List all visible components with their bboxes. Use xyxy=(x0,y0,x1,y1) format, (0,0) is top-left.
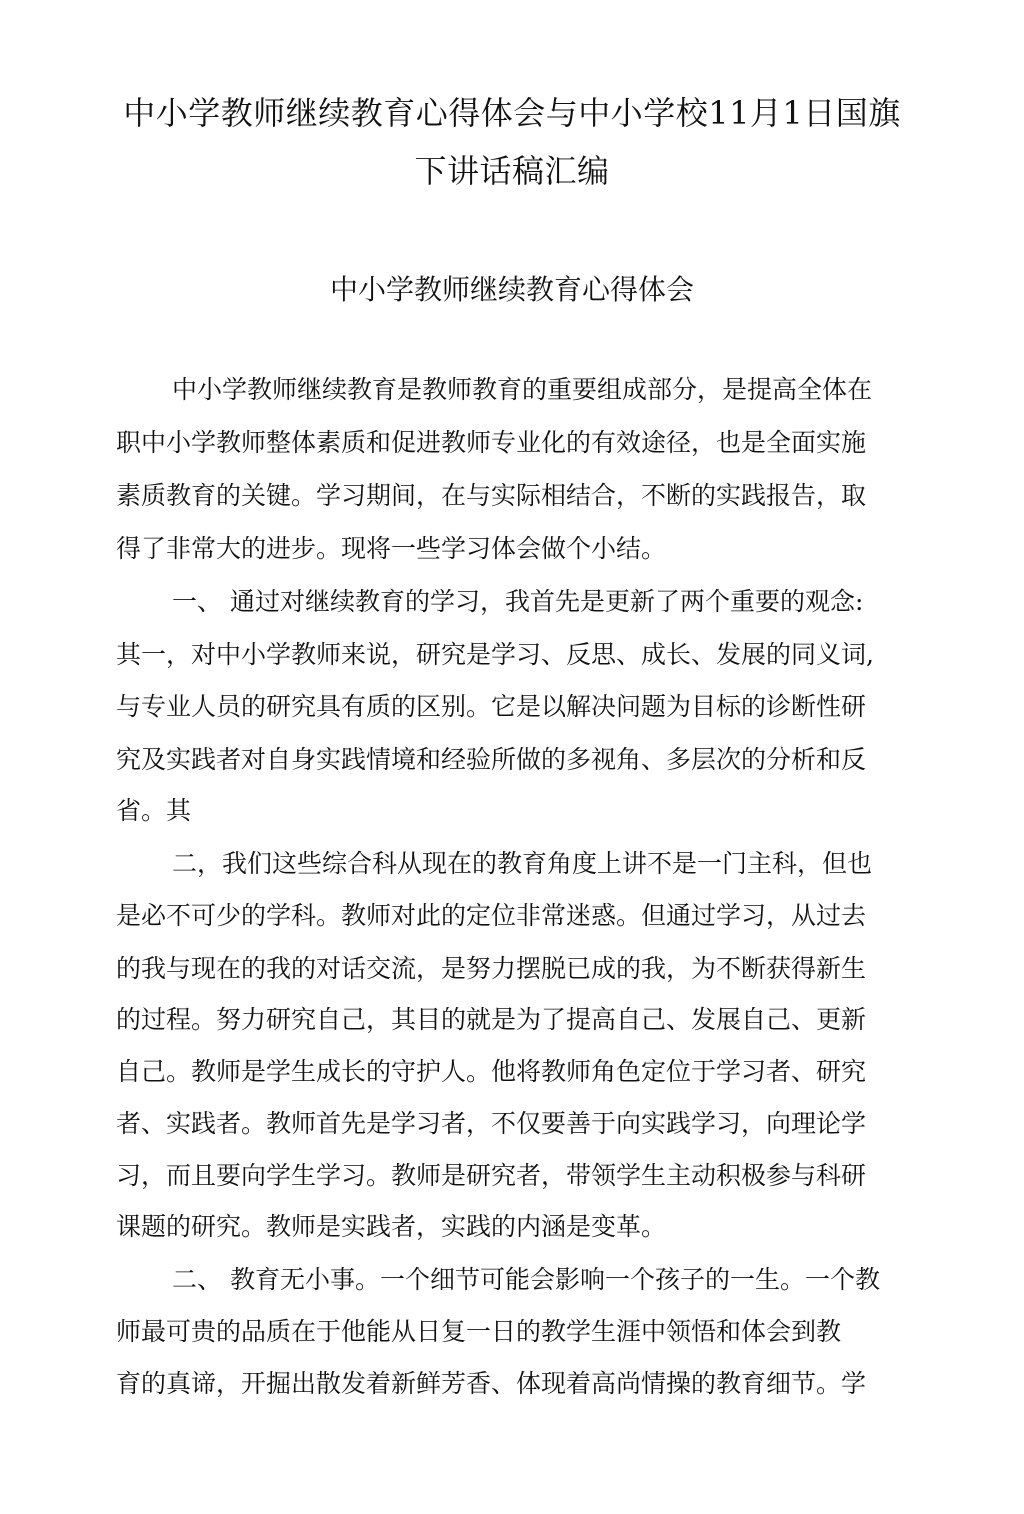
paragraph-line: 的过程。努力研究自己，其目的就是为了提高自己、发展自己、更新 xyxy=(116,1005,867,1034)
paragraph-line: 二、 教育无小事。一个细节可能会影响一个孩子的一生。一个教 xyxy=(172,1265,880,1294)
paragraph-line: 师最可贵的品质在于他能从日复一日的教学生涯中领悟和体会到教 xyxy=(116,1317,842,1346)
document-title-line-2: 下讲话稿汇编 xyxy=(414,152,610,190)
document-title xyxy=(100,84,924,200)
paragraph-line: 职中小学教师整体素质和促进教师专业化的有效途径，也是全面实施 xyxy=(116,428,867,457)
paragraph-line: 一、 通过对继续教育的学习，我首先是更新了两个重要的观念: xyxy=(172,587,864,616)
document-title-line-1: 中小学教师继续教育心得体会与中小学校11月1日国旗 xyxy=(123,94,901,132)
paragraph-line: 的我与现在的我的对话交流，是努力摆脱已成的我，为不断获得新生 xyxy=(116,954,867,983)
paragraph-line: 习，而且要向学生学习。教师是研究者，带领学生主动积极参与科研 xyxy=(116,1161,867,1190)
paragraph-line: 者、实践者。教师首先是学习者，不仅要善于向实践学习，向理论学 xyxy=(116,1109,867,1138)
paragraph-line: 得了非常大的进步。现将一些学习体会做个小结。 xyxy=(116,534,667,563)
paragraph-line: 课题的研究。教师是实践者，实践的内涵是变革。 xyxy=(116,1212,667,1241)
paragraph-line: 二，我们这些综合科从现在的教育角度上讲不是一门主科，但也 xyxy=(172,849,873,878)
paragraph-line: 素质教育的关键。学习期间，在与实际相结合，不断的实践报告，取 xyxy=(116,481,867,510)
paragraph-line: 是必不可少的学科。教师对此的定位非常迷惑。但通过学习，从过去 xyxy=(116,901,867,930)
paragraph-line: 育的真谛，开掘出散发着新鲜芳香、体现着高尚情操的教育细节。学 xyxy=(116,1369,867,1398)
paragraph-line: 其一，对中小学教师来说，研究是学习、反思、成长、发展的同义词, xyxy=(116,640,874,669)
paragraph-line: 省。其 xyxy=(116,796,192,825)
section-title: 中小学教师继续教育心得体会 xyxy=(329,273,694,306)
paragraph-line: 究及实践者对自身实践情境和经验所做的多视角、多层次的分析和反 xyxy=(116,745,867,774)
paragraph-line: 中小学教师继续教育是教师教育的重要组成部分，是提高全体在 xyxy=(172,375,873,404)
paragraph-line: 自己。教师是学生成长的守护人。他将教师角色定位于学习者、研究 xyxy=(116,1057,867,1086)
paragraph-line: 与专业人员的研究具有质的区别。它是以解决问题为目标的诊断性研 xyxy=(116,692,867,721)
